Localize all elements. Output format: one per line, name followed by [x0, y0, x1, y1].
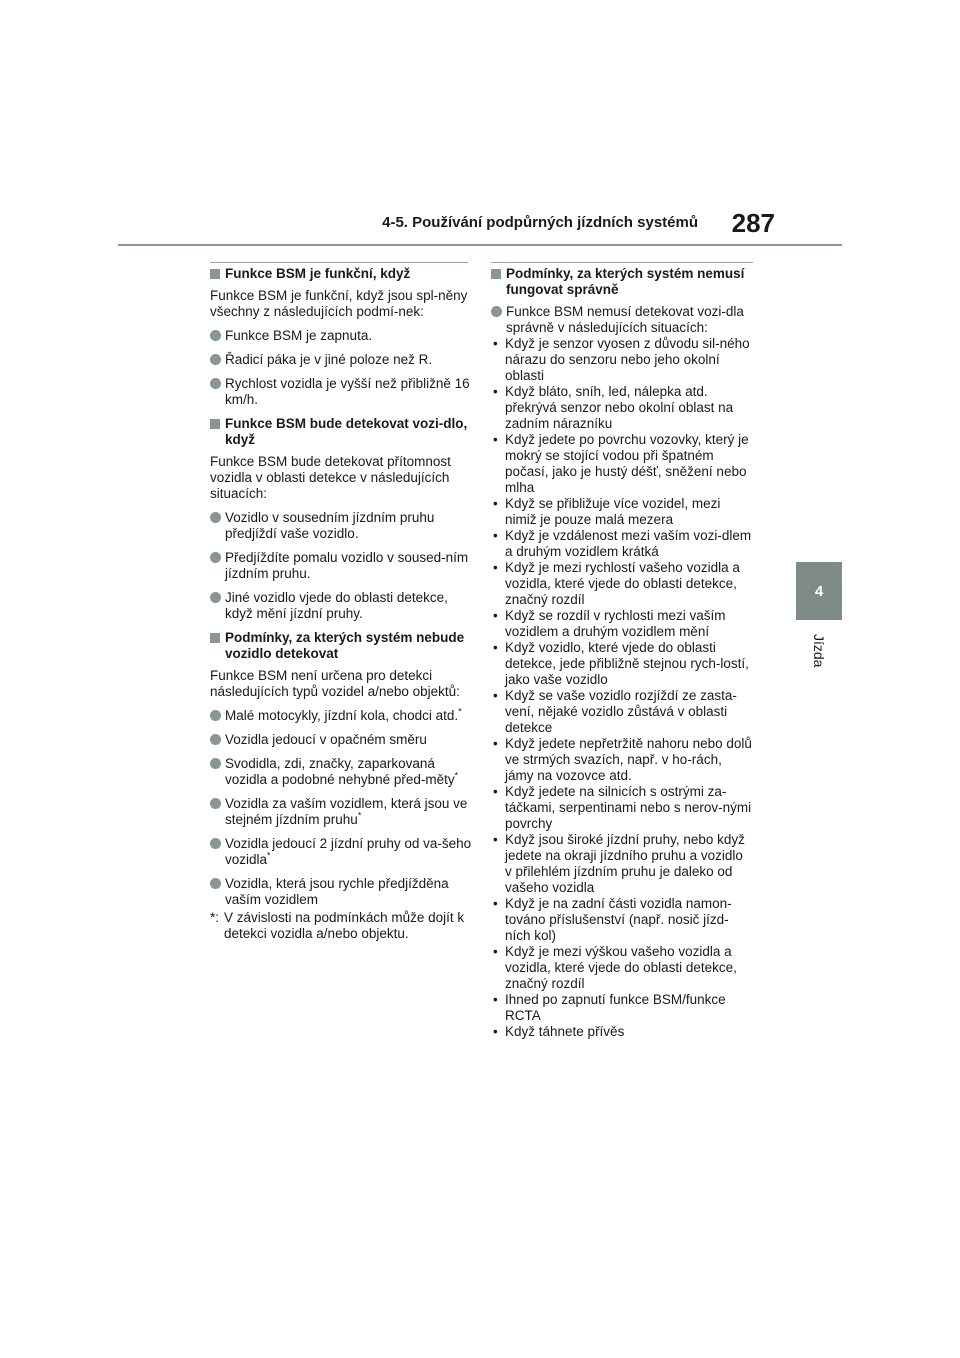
bullet-icon: •: [493, 560, 498, 575]
circle-bullet-icon: [210, 734, 221, 745]
sub-list-item: • Když táhnete přívěs: [493, 1024, 625, 1039]
list-item: Malé motocykly, jízdní kola, chodci atd.*: [210, 708, 472, 724]
footnote-reference: *: [458, 706, 462, 717]
square-bullet-icon: [210, 633, 220, 643]
list-item: Předjíždíte pomalu vozidlo v soused-ním jízdním pruhu.: [210, 550, 472, 582]
section-heading: Podmínky, za kterých systém nemusí fungovat správně: [491, 266, 753, 298]
header-rule: [118, 244, 842, 246]
bullet-icon: •: [493, 432, 498, 447]
circle-bullet-icon: [210, 758, 221, 769]
chapter-number: 4: [814, 582, 824, 600]
circle-bullet-icon: [210, 878, 221, 889]
bullet-icon: •: [493, 688, 498, 703]
circle-bullet-icon: [210, 552, 221, 563]
bullet-icon: •: [493, 896, 498, 911]
list-item: Funkce BSM nemusí detekovat vozi-dla správně v následujících situacích:: [491, 304, 753, 336]
list-item: Vozidla jedoucí v opačném směru: [210, 732, 472, 748]
section-heading: Funkce BSM je funkční, když: [210, 266, 472, 282]
circle-bullet-icon: [210, 710, 221, 721]
sub-list-item: • Když vozidlo, které vjede do oblasti detekce, jede přibližně stejnou rych-lostí, jako vaše vozidlo: [493, 640, 749, 687]
list-item: Řadicí páka je v jiné poloze než R.: [210, 352, 472, 368]
bullet-icon: •: [493, 736, 498, 751]
bullet-icon: •: [493, 496, 498, 511]
circle-bullet-icon: [210, 798, 221, 809]
list-item: Funkce BSM je zapnuta.: [210, 328, 472, 344]
footnote-mark: *:: [210, 910, 220, 925]
circle-bullet-icon: [210, 354, 221, 365]
list-item: Rychlost vozidla je vyšší než přibližně 16 km/h.: [210, 376, 472, 408]
list-item: Vozidla jedoucí 2 jízdní pruhy od va-šeho vozidla*: [210, 836, 472, 868]
square-bullet-icon: [491, 269, 501, 279]
sub-list-item: • Když se přibližuje více vozidel, mezi nimiž je pouze malá mezera: [493, 496, 721, 527]
bullet-icon: •: [493, 608, 498, 623]
paragraph: Funkce BSM bude detekovat přítomnost vozidla v oblasti detekce v následujících situacích:: [210, 454, 451, 501]
list-item: Vozidlo v sousedním jízdním pruhu předjíždí vaše vozidlo.: [210, 510, 472, 542]
circle-bullet-icon: [210, 330, 221, 341]
left-column: [210, 266, 472, 942]
sub-list-item: • Když jsou široké jízdní pruhy, nebo když jedete na okraji jízdního pruhu a vozidlo v přilehlém jízdním pruhu je daleko od vašeho vozidla: [493, 832, 745, 895]
sub-list-item: • Když bláto, sníh, led, nálepka atd. překrývá senzor nebo okolní oblast na zadním nárazníku: [493, 384, 734, 431]
sub-list-item: • Ihned po zapnutí funkce BSM/funkce RCTA: [493, 992, 726, 1023]
sub-list-item: • Když je mezi výškou vašeho vozidla a vozidla, které vjede do oblasti detekce, značný rozdíl: [493, 944, 737, 991]
square-bullet-icon: [210, 419, 220, 429]
circle-bullet-icon: [491, 306, 502, 317]
circle-bullet-icon: [210, 378, 221, 389]
footnote: *: V závislosti na podmínkách může dojít k detekci vozidla a/nebo objektu.: [210, 910, 465, 941]
footnote-reference: *: [357, 810, 362, 821]
bullet-icon: •: [493, 1024, 498, 1039]
bullet-icon: •: [493, 528, 498, 543]
sub-list-item: • Když je na zadní části vozidla namon-továno příslušenství (např. nosič jízd-ních kol): [493, 896, 732, 943]
bullet-icon: •: [493, 784, 498, 799]
chapter-tab: [796, 562, 842, 620]
sub-list-item: • Když se vaše vozidlo rozjíždí ze zasta-vení, nějaké vozidlo zůstává v oblasti detekce: [493, 688, 737, 735]
sub-list-item: • Když se rozdíl v rychlosti mezi vaším vozidlem a druhým vozidlem mění: [493, 608, 726, 639]
section-heading: Funkce BSM bude detekovat vozi-dlo, když: [210, 416, 472, 448]
square-bullet-icon: [210, 269, 220, 279]
chapter-label: Jízda: [811, 634, 827, 668]
sub-list-item: • Když jedete nepřetržitě nahoru nebo dolů ve strmých svazích, např. v ho-rách, jámy na vozovce atd.: [493, 736, 752, 783]
circle-bullet-icon: [210, 512, 221, 523]
bullet-icon: •: [493, 832, 498, 847]
circle-bullet-icon: [210, 838, 221, 849]
bullet-icon: •: [493, 944, 498, 959]
list-item: Vozidla za vaším vozidlem, která jsou ve stejném jízdním pruhu*: [210, 796, 472, 828]
circle-bullet-icon: [210, 592, 221, 603]
sub-list-item: • Když je senzor vyosen z důvodu sil-ného nárazu do senzoru nebo jeho okolní oblasti: [493, 336, 750, 383]
sub-list-item: • Když je vzdálenost mezi vaším vozi-dlem a druhým vozidlem krátká: [493, 528, 752, 559]
paragraph: Funkce BSM není určena pro detekci následujících typů vozidel a/nebo objektů:: [210, 668, 460, 699]
paragraph: Funkce BSM je funkční, když jsou spl-něny všechny z následujících podmí-nek:: [210, 288, 468, 319]
sub-list-item: • Když je mezi rychlostí vašeho vozidla a vozidla, které vjede do oblasti detekce, značný rozdíl: [493, 560, 740, 607]
running-header-title: 4-5. Používání podpůrných jízdních systémů: [382, 214, 698, 231]
sub-list-item: • Když jedete po povrchu vozovky, který je mokrý se stojící vodou při špatném počasí, jako je hustý déšť, sněžení nebo mlha: [493, 432, 749, 495]
right-column: [491, 266, 753, 1040]
sub-list-item: • Když jedete na silnicích s ostrými za-táčkami, serpentinami nebo s nerov-nými povrchy: [493, 784, 752, 831]
bullet-icon: •: [493, 640, 498, 655]
list-item: Jiné vozidlo vjede do oblasti detekce, když mění jízdní pruhy.: [210, 590, 472, 622]
left-column-rule: [210, 262, 468, 263]
bullet-icon: •: [493, 992, 498, 1007]
page-number: 287: [731, 208, 775, 238]
section-heading: Podmínky, za kterých systém nebude vozidlo detekovat: [210, 630, 472, 662]
list-item: Vozidla, která jsou rychle předjížděna vaším vozidlem: [210, 876, 472, 908]
bullet-icon: •: [493, 336, 498, 351]
list-item: Svodidla, zdi, značky, zaparkovaná vozidla a podobné nehybné před-měty*: [210, 756, 472, 788]
footnote-reference: *: [454, 770, 459, 781]
footnote-reference: *: [267, 850, 271, 861]
bullet-icon: •: [493, 384, 498, 399]
right-column-rule: [491, 262, 753, 263]
